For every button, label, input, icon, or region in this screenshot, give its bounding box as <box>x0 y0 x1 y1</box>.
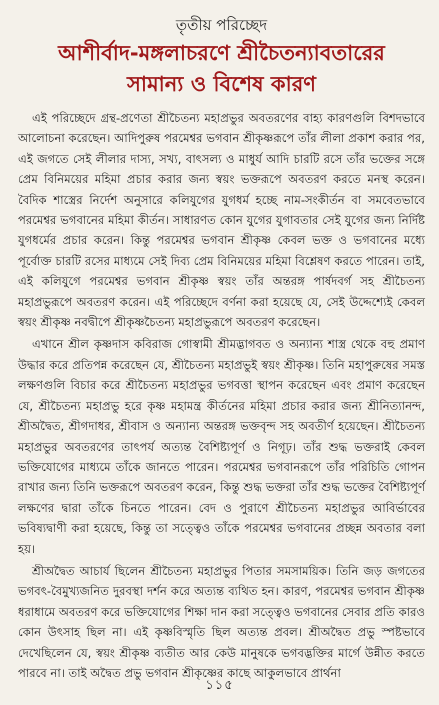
page-number: ১১৫ <box>205 678 234 693</box>
paragraph: এখানে শ্রীল কৃষ্ণদাস কবিরাজ গোস্বামী শ্রীমদ্ভাগবত ও অন্যান্য শাস্ত্র থেকে বহু প্রমাণ উদ্ধার করে প্রতিপন্ন করেছেন যে, শ্রীচৈতন্য মহাপ্রভুই স্বয়ং শ্রীকৃষ্ণ। তিনি মহাপুরুষের সমস্ত লক্ষণগুলি বিচার করে শ্রীচৈতন্য মহাপ্রভুর ভগবত্তা স্থাপন করেছেন এবং প্রমাণ করেছেন যে, শ্রীচৈতন্য মহাপ্রভু হরে কৃষ্ণ মহামন্ত্র কীর্তনের মহিমা প্রচার করার জন্য শ্রীনিত্যানন্দ, শ্রীঅদ্বৈত, শ্রীগদাধর, শ্রীবাস ও অন্যান্য অন্তরঙ্গ ভক্তবৃন্দ সহ অবতীর্ণ হয়েছেন। শ্রীচৈতন্য মহাপ্রভুর অবতরণের তাৎপর্য অত্যন্ত বৈশিষ্ট্যপূর্ণ ও নিগূঢ়। তাঁর শুদ্ধ ভক্তরাই কেবল ভক্তিযোগের মাধ্যমে তাঁকে জানতে পারেন। পরমেশ্বর ভগবানরূপে তাঁর পরিচিতি গোপন রাখার জন্য তিনি ভক্তরূপে অবতরণ করেন, কিন্তু শুদ্ধ ভক্তরা তাঁর শুদ্ধ ভক্তের বৈশিষ্ট্যপূর্ণ লক্ষণের দ্বারা তাঁকে চিনতে পারেন। বেদ ও পুরাণে শ্রীচৈতন্য মহাপ্রভুর আবির্ভাবের ভবিষ্যদ্বাণী করা হয়েছে, কিন্তু তা সত্ত্বেও তাঁকে পরমেশ্বর ভগবানের প্রচ্ছন্ন অবতার বলা হয়। <box>18 337 425 556</box>
page-title <box>18 38 425 100</box>
paragraph: এই পরিচ্ছেদে গ্রন্থ-প্রণেতা শ্রীচৈতন্য মহাপ্রভুর অবতরণের বাহ্য কারণগুলি বিশদভাবে আলোচনা করেছেন। আদিপুরুষ পরমেশ্বর ভগবান শ্রীকৃষ্ণরূপে তাঁর লীলা প্রকাশ করার পর, এই জগতে সেই লীলার দাস্য, সখ্য, বাৎসল্য ও মাধুর্য আদি চারটি রসে তাঁর ভক্তের সঙ্গে প্রেম বিনিময়ের মহিমা প্রচার করার জন্য স্বয়ং ভক্তরূপে অবতরণ করতে মনস্থ করেন। বৈদিক শাস্ত্রের নির্দেশ অনুসারে কলিযুগের যুগধর্ম হচ্ছে নাম-সংকীর্তন বা সমবেতভাবে পরমেশ্বর ভগবানের মহিমা কীর্তন। সাধারণত কোন যুগের যুগাবতার সেই যুগের জন্য নির্দিষ্ট যুগধর্মের প্রচার করেন। কিন্তু পরমেশ্বর ভগবান শ্রীকৃষ্ণ কেবল ভক্ত ও ভগবানের মধ্যে পূর্বোক্ত চারটি রসের মাধ্যমে সেই দিব্য প্রেম বিনিময়ের মহিমা বিশ্লেষণ করতে পারেন। তাই, এই কলিযুগে পরমেশ্বর ভগবান শ্রীকৃষ্ণ স্বয়ং তাঁর অন্তরঙ্গ পার্ষদবর্গ সহ শ্রীচৈতন্য মহাপ্রভুরূপে অবতরণ করেন। এই পরিচ্ছেদে বর্ণনা করা হয়েছে যে, সেই উদ্দেশ্যেই কেবল স্বয়ং শ্রীকৃষ্ণ নবদ্বীপে শ্রীকৃষ্ণচৈতন্য মহাপ্রভুরূপে অবতরণ করেছেন। <box>18 111 425 330</box>
paragraph: শ্রীঅদ্বৈত আচার্য ছিলেন শ্রীচৈতন্য মহাপ্রভুর পিতার সমসাময়িক। তিনি জড় জগতের ভগবৎ-বৈমুখ্যজনিত দুরবস্থা দর্শন করে অত্যন্ত ব্যথিত হন। কারণ, পরমেশ্বর ভগবান শ্রীকৃষ্ণ ধরাধামে অবতরণ করে ভক্তিযোগের শিক্ষা দান করা সত্ত্বেও ভগবানের সেবার প্রতি কারও কোন উৎসাহ ছিল না। এই কৃষ্ণবিস্মৃতি ছিল অত্যন্ত প্রবল। শ্রীঅদ্বৈত প্রভু স্পষ্টভাবে দেখেছিলেন যে, স্বয়ং শ্রীকৃষ্ণ ব্যতীত আর কেউ মানুষকে ভগবদ্ভক্তির মার্গে উন্নীত করতে পারবে না। তাই অদ্বৈত প্রভু ভগবান শ্রীকৃষ্ণের কাছে আকুলভাবে প্রার্থনা <box>18 563 425 680</box>
title-line-2: সামান্য ও বিশেষ কারণ <box>127 72 316 96</box>
body-text <box>18 108 425 683</box>
chapter-heading: তৃতীয় পরিচ্ছেদ <box>175 16 268 34</box>
title-line-1: আশীর্বাদ-মঙ্গলাচরণে শ্রীচৈতন্যাবতারের <box>58 41 385 65</box>
